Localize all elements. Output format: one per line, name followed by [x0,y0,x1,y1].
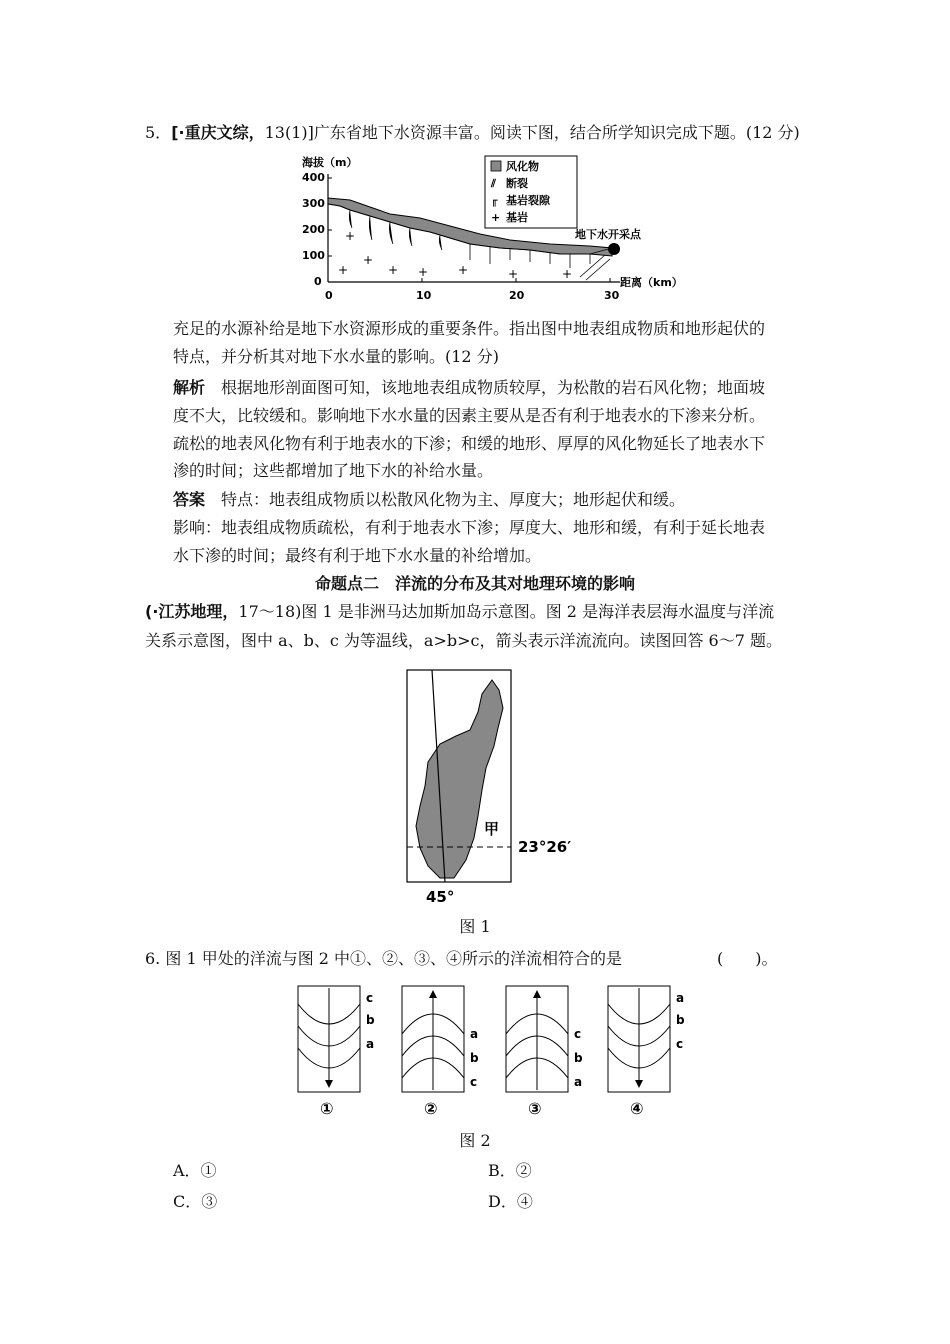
panel-3 [506,986,583,1118]
option-c[interactable]: C．③ [173,1192,218,1211]
x-tick: 30 [604,289,620,302]
isotherm-label: a [366,1037,375,1051]
svg-text:+: + [388,263,399,277]
profile-xlabel: 距离（km） [620,276,683,289]
y-tick: 300 [302,197,325,210]
question-source: [·重庆文综， [171,123,265,142]
terrain-profile-figure [290,152,690,302]
question-6-paren: ( )。 [717,949,778,968]
analysis-line-1 [173,377,765,399]
question-stem: 广东省地下水资源丰富。阅读下图，结合所学知识完成下题。(12 分) [313,123,800,142]
svg-text:╓: ╓ [491,194,498,207]
legend-bedrock: 基岩 [506,211,528,224]
isotherm-label: b [470,1051,479,1065]
analysis-line-2: 度不大，比较缓和。影响地下水水量的因素主要从是否有利于地表水的下渗来分析。 [173,406,766,425]
panel-4 [608,986,685,1118]
isotherm-label: b [366,1013,375,1027]
panel-number: ② [424,1099,438,1118]
legend-fault: 断裂 [506,177,528,190]
isotherm-label: c [574,1027,582,1041]
panel-1 [298,986,375,1118]
y-tick: 100 [302,249,325,262]
analysis-text: 根据地形剖面图可知，该地地表组成物质较厚，为松散的岩石风化物；地面坡 [221,378,766,397]
legend-fissure: 基岩裂隙 [506,194,550,207]
x-tick: 0 [325,289,333,302]
svg-text:+: + [491,211,501,224]
answer-line-3: 水下渗的时间；最终有利于地下水水量的补给增加。 [173,546,542,565]
madagascar-map-figure [400,666,600,910]
answer-line-1 [173,489,685,511]
panel-number: ③ [528,1099,542,1118]
question-6-stem: 6. 图 1 甲处的洋流与图 2 中①、②、③、④所示的洋流相符合的是 [145,949,623,968]
profile-ylabel: 海拔（m） [302,156,358,169]
section-intro-text: 17～18)图 1 是非洲马达加斯加岛示意图。图 2 是海洋表层海水温度与洋流 [238,602,775,621]
section-intro-1 [145,601,774,623]
y-tick: 0 [314,275,322,288]
svg-text:+: + [363,253,374,267]
svg-text:+: + [418,265,429,279]
question-source-num: 13(1)] [264,123,314,142]
isotherm-label: b [574,1051,583,1065]
isotherm-label: a [470,1027,479,1041]
y-tick: 200 [302,223,325,236]
option-b[interactable]: B．② [488,1161,532,1180]
panel-2 [402,986,479,1118]
analysis-line-4: 渗的时间；这些都增加了地下水的补给水量。 [173,461,494,480]
section-title: 命题点二 洋流的分布及其对地理环境的影响 [314,574,635,593]
analysis-line-3: 疏松的地表风化物有利于地表水的下渗；和缓的地形、厚厚的风化物延长了地表水下 [173,434,766,453]
isotherm-label: b [676,1013,685,1027]
x-tick: 20 [509,289,525,302]
option-a[interactable]: A．① [173,1161,217,1180]
isotherm-label: a [676,991,685,1005]
svg-text:⫽: ⫽ [491,177,496,190]
y-tick: 400 [302,171,325,184]
svg-text:+: + [338,263,349,277]
question-5-header [145,122,800,144]
answer-text: 特点：地表组成物质以松散风化物为主、厚度大；地形起伏和缓。 [221,490,686,509]
x-tick: 10 [416,289,432,302]
isotherm-label: c [366,991,374,1005]
profile-legend [485,156,577,228]
legend-weathered: 风化物 [506,160,539,173]
extraction-point-marker [608,243,620,255]
current-panels-figure [290,980,710,1120]
answer-label: 答案 [173,490,206,509]
figure-2-caption: 图 2 [459,1131,491,1150]
section-intro-2: 关系示意图，图中 a、b、c 为等温线，a>b>c，箭头表示洋流流向。读图回答 6～7 题。 [145,631,783,650]
section-source: (·江苏地理， [145,602,239,621]
q5-line-2: 特点，并分析其对地下水水量的影响。(12 分) [173,347,499,366]
label-longitude: 45° [426,888,455,906]
isotherm-label: a [574,1075,583,1089]
answer-line-2: 影响：地表组成物质疏松，有利于地表水下渗；厚度大、地形和缓，有利于延长地表 [173,518,766,537]
isotherm-label: c [470,1075,478,1089]
option-d[interactable]: D．④ [488,1192,533,1211]
svg-text:+: + [458,263,469,277]
svg-text:+: + [345,229,356,243]
svg-text:+: + [562,267,573,281]
panel-number: ④ [630,1099,644,1118]
isotherm-label: c [676,1037,684,1051]
svg-text:+: + [508,267,519,281]
panel-number: ① [320,1099,334,1118]
figure-1-caption: 图 1 [459,917,491,936]
extraction-point-label: 地下水开采点 [575,228,641,241]
analysis-label: 解析 [173,378,206,397]
q5-line-1: 充足的水源补给是地下水资源形成的重要条件。指出图中地表组成物质和地形起伏的 [173,319,766,338]
label-latitude: 23°26′ [518,838,572,856]
label-jia: 甲 [484,820,500,838]
question-number: 5． [145,123,172,142]
